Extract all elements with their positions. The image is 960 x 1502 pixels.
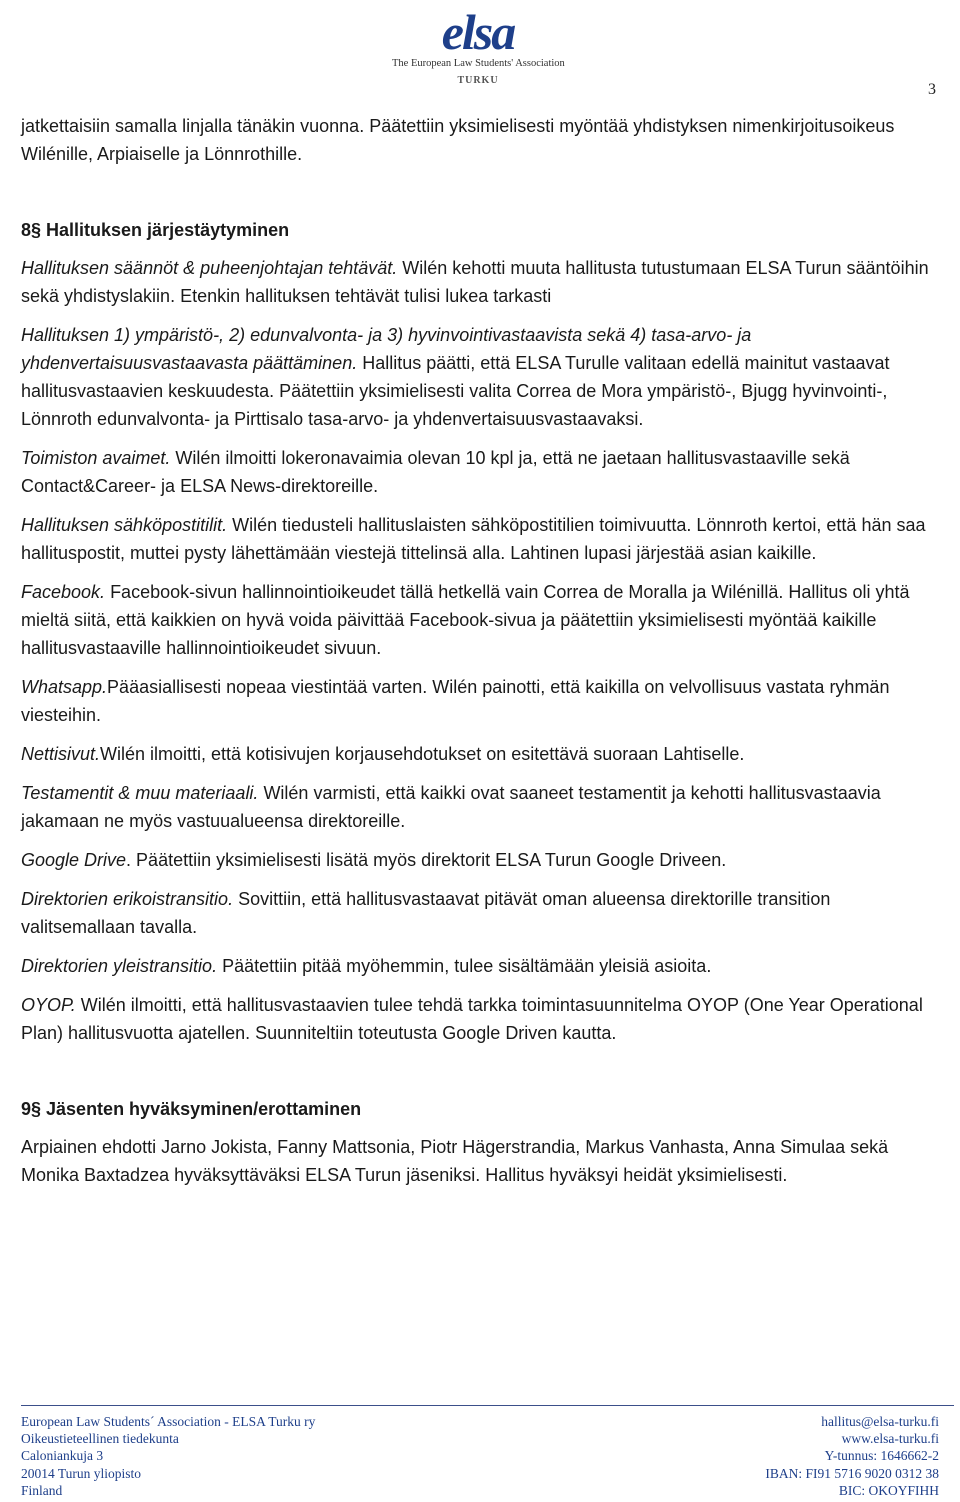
intro-paragraph: jatkettaisiin samalla linjalla tänäkin vuonna. Päätettiin yksimielisesti myöntää yhdistyksen nimenkirjoitusoikeus Wilénille, Arpiaiselle ja Lönnrothille. xyxy=(21,116,895,164)
item-text: . Päätettiin yksimielisesti lisätä myös direktorit ELSA Turun Google Driveen. xyxy=(126,850,727,870)
item-label: Hallituksen sähköpostitilit. xyxy=(21,515,228,535)
page-number: 3 xyxy=(928,81,936,98)
item-text: Wilén ilmoitti lokeronavaimia olevan 10 kpl ja, että ne jaetaan hallitusvastaaville sekä Contact&Career- ja ELSA News-direktoreille. xyxy=(21,448,850,496)
item-text: Päätettiin pitää myöhemmin, tulee sisältämään yleisiä asioita. xyxy=(217,956,712,976)
footer-website[interactable]: www.elsa-turku.fi xyxy=(841,1431,939,1447)
item-text: Facebook-sivun hallinnointioikeudet tällä hetkellä vain Correa de Moralla ja Wilénillä. Hallitus oli yhtä mieltä siitä, että kaikkien on hyvä voida päivittää Facebook-sivua ja päätettiin yksimielisesti myöntää kaikille hallitusvastaaville hallinnointioikeudet sivuun. xyxy=(21,582,910,658)
footer-bic: BIC: OKOYFIHH xyxy=(838,1482,939,1498)
item-paragraph xyxy=(21,991,937,1047)
item-paragraph xyxy=(21,578,937,662)
item-label: Whatsapp. xyxy=(21,677,108,697)
logo-wordmark: elsa xyxy=(441,4,515,60)
footer-street: Caloniankuja 3 xyxy=(21,1448,104,1464)
item-label: Hallituksen 1) ympäristö-, 2) edunvalvonta- ja 3) hyvinvointivastaavista sekä 4) tasa-arvo- ja yhdenvertaisuusvastaavasta päättäminen. xyxy=(21,325,752,373)
item-paragraph xyxy=(21,673,937,729)
footer-contact xyxy=(765,1413,939,1499)
document-body xyxy=(21,112,937,1200)
footer-address xyxy=(21,1413,315,1499)
footer-divider xyxy=(21,1405,954,1406)
item-text: Wilén kehotti muuta hallitusta tutustumaan ELSA Turun sääntöihin sekä yhdistyslakiin. Etenkin hallituksen tehtävät tulisi lukea tarkasti xyxy=(21,258,929,306)
footer-postal: 20014 Turun yliopisto xyxy=(21,1465,142,1481)
section-9-heading: 9§ Jäsenten hyväksyminen/erottaminen xyxy=(21,1099,362,1119)
footer-iban: IBAN: FI91 5716 9020 0312 38 xyxy=(765,1465,939,1481)
item-text: Sovittiin, että hallitusvastaavat pitävät oman alueensa direktorille transition valitsemallaan tavalla. xyxy=(21,889,831,937)
item-text: Wilén ilmoitti, että hallitusvastaavien tulee tehdä tarkka toimintasuunnitelma OYOP (One Year Operational Plan) hallitusvuotta ajatellen. Suunniteltiin toteutusta Google Driven kautta. xyxy=(21,995,923,1043)
item-label: Toimiston avaimet. xyxy=(21,448,171,468)
footer-faculty: Oikeustieteellinen tiedekunta xyxy=(21,1431,179,1447)
item-label: Nettisivut. xyxy=(21,744,101,764)
footer-country: Finland xyxy=(21,1482,63,1498)
item-paragraph xyxy=(21,952,937,980)
item-text: Wilén varmisti, että kaikki ovat saaneet testamentit ja kehotti hallitusvastaavia jakamaan ne myös vastuualueensa direktoreille. xyxy=(21,783,881,831)
footer-org-name: European Law Students´ Association - ELSA Turku ry xyxy=(21,1414,316,1429)
logo-tagline: The European Law Students' Association xyxy=(392,58,565,69)
item-text: Hallitus päätti, että ELSA Turulle valitaan edellä mainitut vastaavat hallitusvastaavien keskuudesta. Päätettiin yksimielisesti valita Correa de Mora ympäristö-, Bjugg hyvinvointi-, Lönnroth edunvalvonta- ja Pirttisalo tasa-arvo- ja yhdenvertaisuusvastaavaksi. xyxy=(21,353,890,429)
item-label: Testamentit & muu materiaali. xyxy=(21,783,259,803)
item-label: Direktorien yleistransitio. xyxy=(21,956,218,976)
item-paragraph xyxy=(21,846,937,874)
item-label: Direktorien erikoistransitio. xyxy=(21,889,234,909)
item-text: Wilén tiedusteli hallituslaisten sähköpostitilien toimivuutta. Lönnroth kertoi, että hän saa hallituspostit, muttei pysty lähettämään viestejä tittelinsä alla. Lahtinen lupasi järjestää asian kaikille. xyxy=(21,515,926,563)
footer-business-id: Y-tunnus: 1646662-2 xyxy=(824,1448,939,1464)
item-paragraph xyxy=(21,321,937,433)
logo-city: TURKU xyxy=(457,75,499,86)
item-label: OYOP. xyxy=(21,995,76,1015)
item-paragraph xyxy=(21,254,937,310)
item-label: Facebook. xyxy=(21,582,106,602)
elsa-logo xyxy=(392,6,564,94)
item-paragraph xyxy=(21,779,937,835)
item-paragraph xyxy=(21,511,937,567)
item-text: Pääasiallisesti nopeaa viestintää varten. Wilén painotti, että kaikilla on velvollisuus vastata ryhmän viesteihin. xyxy=(21,677,890,725)
item-label: Hallituksen säännöt & puheenjohtajan tehtävät. xyxy=(21,258,398,278)
section-8-heading: 8§ Hallituksen järjestäytyminen xyxy=(21,220,290,240)
item-text: Wilén ilmoitti, että kotisivujen korjausehdotukset on esitettävä suoraan Lahtiselle. xyxy=(100,744,745,764)
footer-email[interactable]: hallitus@elsa-turku.fi xyxy=(821,1414,939,1429)
item-label: Google Drive xyxy=(21,850,127,870)
item-paragraph xyxy=(21,740,937,768)
item-paragraph xyxy=(21,885,937,941)
item-paragraph xyxy=(21,444,937,500)
section-9-paragraph: Arpiainen ehdotti Jarno Jokista, Fanny Mattsonia, Piotr Hägerstrandia, Markus Vanhasta, Anna Simulaa sekä Monika Baxtadzea hyväksyttäväksi ELSA Turun jäseniksi. Hallitus hyväksyi heidät yksimielisesti. xyxy=(21,1137,889,1185)
